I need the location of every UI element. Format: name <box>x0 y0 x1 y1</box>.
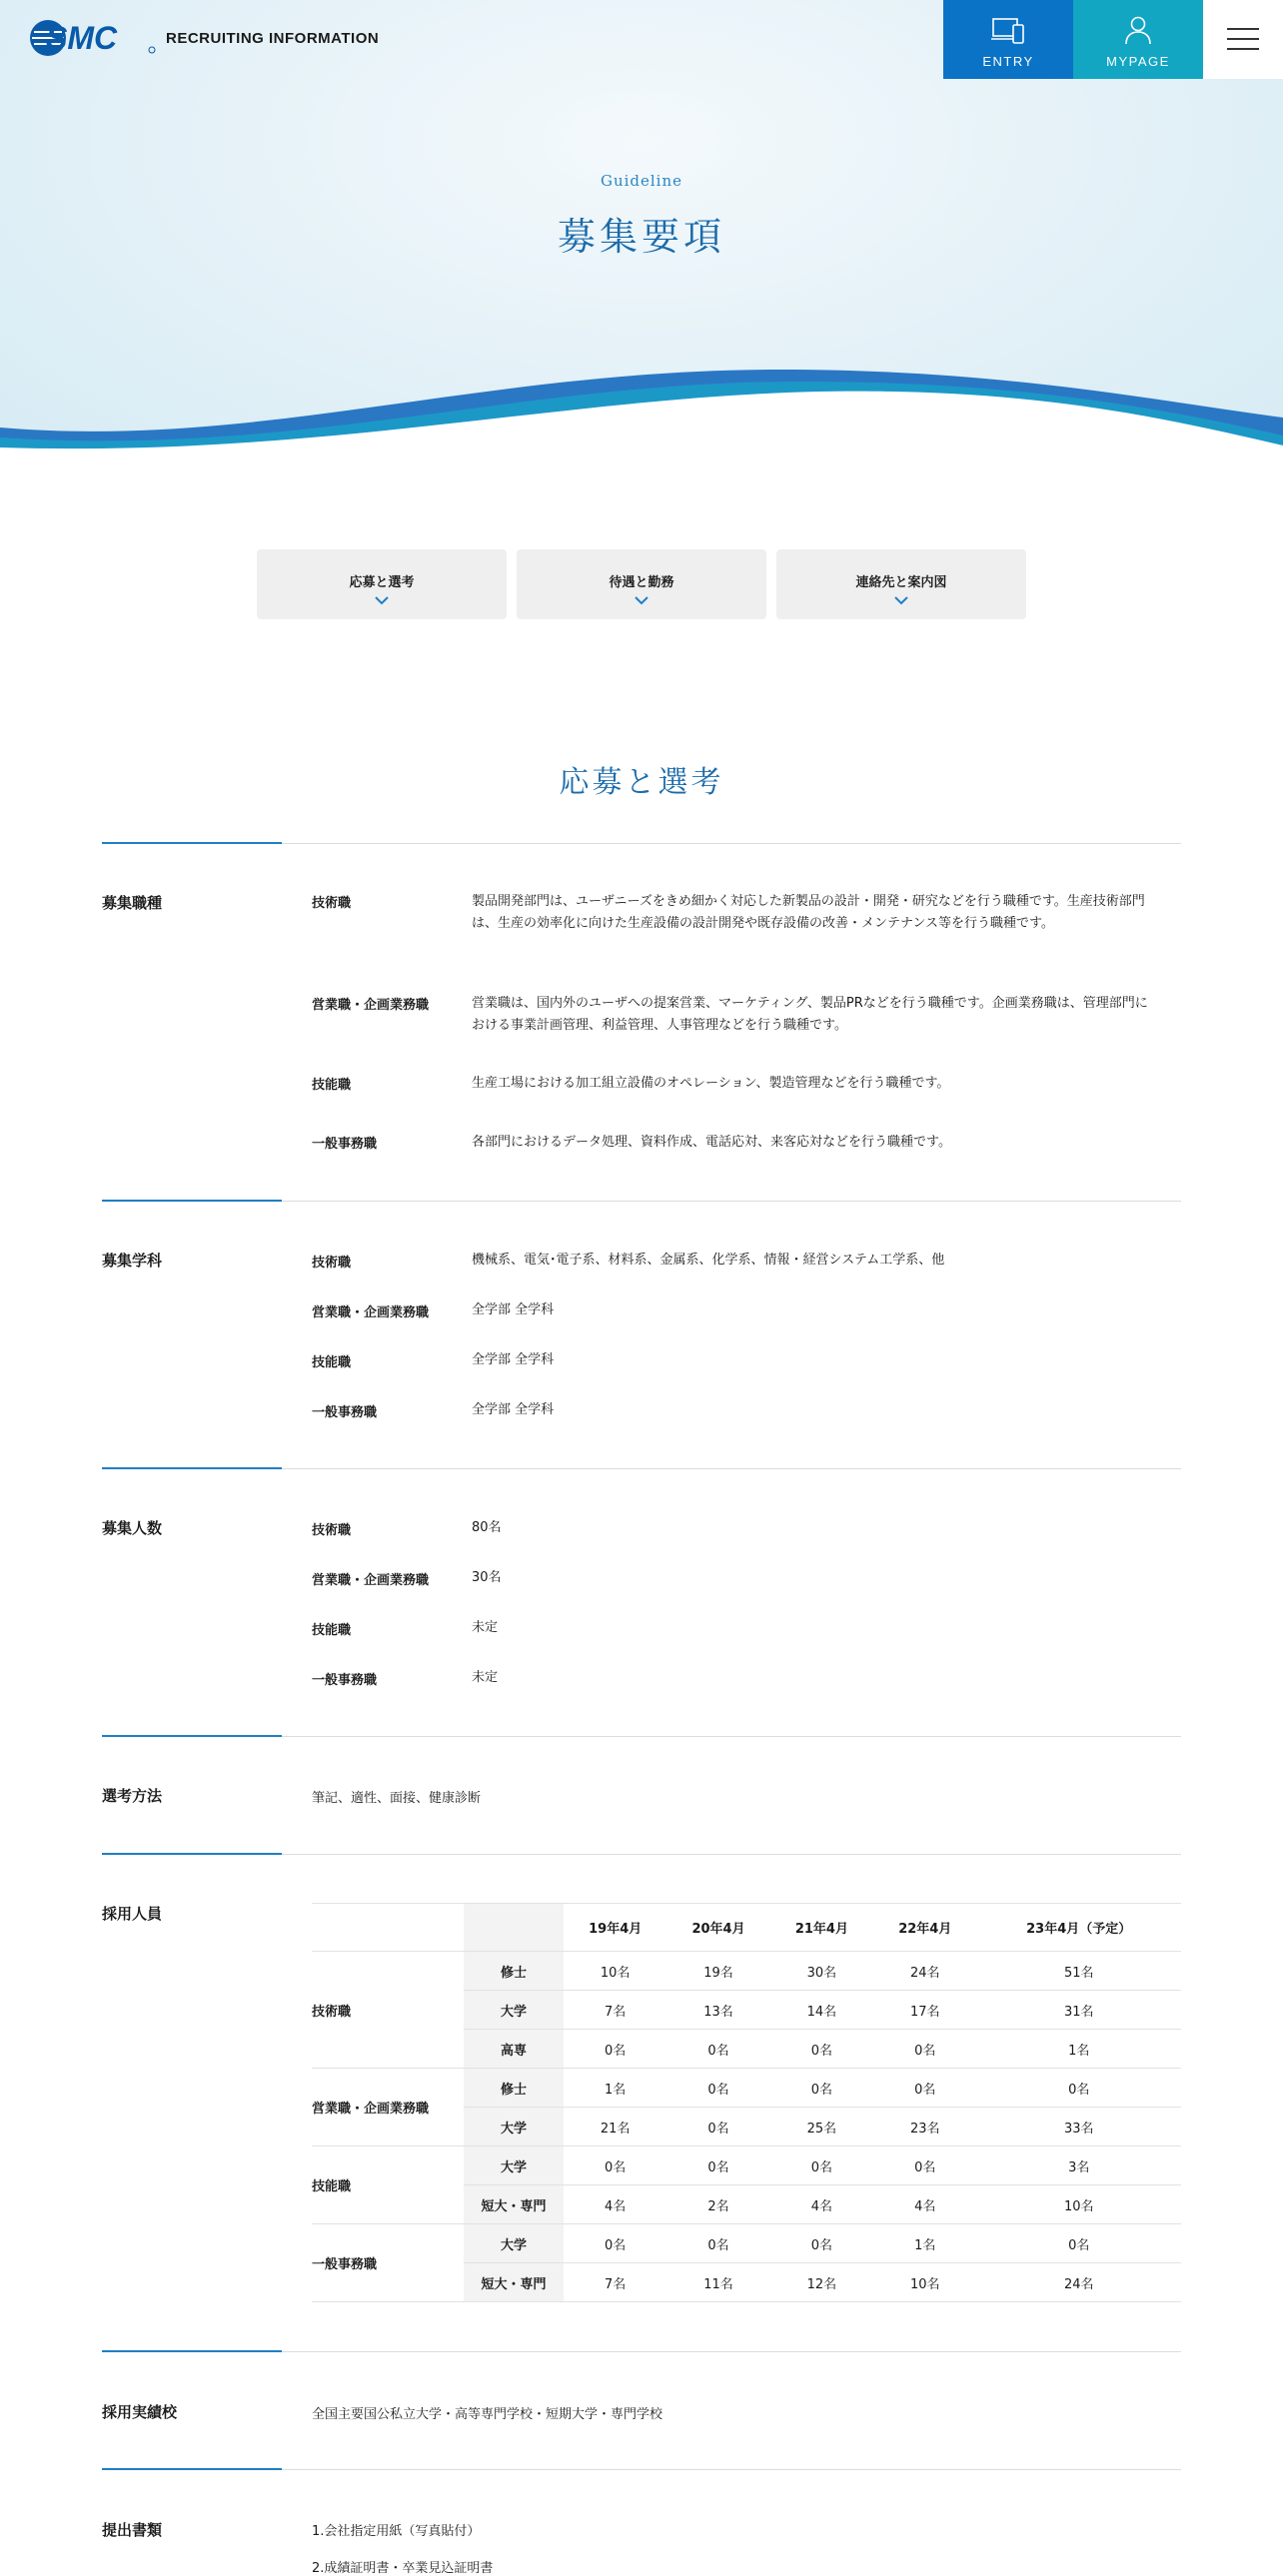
mypage-button[interactable] <box>1073 0 1203 79</box>
table-cell: 21名 <box>564 2108 666 2147</box>
table-cell: 0名 <box>873 2069 976 2108</box>
table-degree: 短大・専門 <box>464 2185 564 2224</box>
device-icon <box>991 17 1025 48</box>
row-divider <box>102 1201 1181 1202</box>
row-heading: 採用実績校 <box>102 2403 178 2421</box>
anchor-benefits[interactable] <box>517 549 766 619</box>
document-item: 2.成績証明書・卒業見込証明書 <box>312 2561 494 2576</box>
row-divider <box>102 2351 1181 2352</box>
row-value: 営業職は、国内外のユーザへの提案営業、マーケティング、製品PRなどを行う職種です。企画業務職は、管理部門における事業計画管理、利益管理、人事管理などを行う職種です。 <box>472 996 1148 1033</box>
smc-logo-icon <box>28 18 156 58</box>
table-cell: 10名 <box>564 1952 666 1991</box>
row-heading: 採用人員 <box>102 1905 163 1923</box>
table-cell: 0名 <box>770 2224 873 2263</box>
table-cell: 19名 <box>666 1952 769 1991</box>
row-value: 各部門におけるデータ処理、資料作成、電話応対、来客応対などを行う職種です。 <box>472 1135 951 1150</box>
table-cell: 33名 <box>976 2108 1181 2147</box>
row-heading: 提出書類 <box>102 2521 163 2539</box>
table-cell: 17名 <box>873 1991 976 2030</box>
table-category: 技術職 <box>312 1952 464 2069</box>
table-cell: 0名 <box>873 2147 976 2185</box>
table-cell: 11名 <box>666 2263 769 2302</box>
table-degree: 大学 <box>464 2224 564 2263</box>
table-header-year: 21年4月 <box>770 1904 873 1952</box>
anchor-application[interactable] <box>257 549 507 619</box>
svg-text:SMC: SMC <box>46 20 118 56</box>
chevron-down-icon <box>375 596 389 604</box>
row-divider <box>102 843 1181 844</box>
table-cell: 2名 <box>666 2185 769 2224</box>
table-cell: 31名 <box>976 1991 1181 2030</box>
row-sublabel: 技能職 <box>312 1623 352 1638</box>
row-heading: 募集人数 <box>102 1519 163 1537</box>
table-cell: 51名 <box>976 1952 1181 1991</box>
table-row <box>312 2069 1181 2108</box>
table-cell: 1名 <box>976 2030 1181 2069</box>
hero-wave-decoration <box>0 340 1283 479</box>
table-cell: 0名 <box>564 2147 666 2185</box>
chevron-down-icon <box>635 596 648 604</box>
table-header-year: 23年4月（予定） <box>976 1904 1181 1952</box>
table-cell: 4名 <box>873 2185 976 2224</box>
table-category: 一般事務職 <box>312 2224 464 2302</box>
table-degree: 大学 <box>464 2147 564 2185</box>
row-divider <box>102 1468 1181 1469</box>
table-category: 営業職・企画業務職 <box>312 2069 464 2147</box>
table-cell: 0名 <box>666 2030 769 2069</box>
mypage-label: MYPAGE <box>1106 54 1170 69</box>
table-cell: 3名 <box>976 2147 1181 2185</box>
table-cell: 23名 <box>873 2108 976 2147</box>
table-cell: 24名 <box>873 1952 976 1991</box>
table-header-year: 20年4月 <box>666 1904 769 1952</box>
hamburger-menu-button[interactable] <box>1203 0 1283 79</box>
row-value: 30名 <box>472 1570 502 1585</box>
site-logo[interactable] <box>28 18 379 58</box>
row-value: 未定 <box>472 1620 499 1635</box>
table-cell: 25名 <box>770 2108 873 2147</box>
table-header-year: 19年4月 <box>564 1904 666 1952</box>
table-header-row <box>312 1904 1181 1952</box>
table-degree: 大学 <box>464 2108 564 2147</box>
table-cell: 7名 <box>564 1991 666 2030</box>
table-cell: 1名 <box>873 2224 976 2263</box>
table-cell: 30名 <box>770 1952 873 1991</box>
table-row <box>312 1952 1181 1991</box>
row-heading: 募集学科 <box>102 1252 163 1270</box>
table-degree: 修士 <box>464 2069 564 2108</box>
table-cell: 0名 <box>770 2030 873 2069</box>
table-cell: 0名 <box>666 2224 769 2263</box>
table-cell: 0名 <box>564 2224 666 2263</box>
table-cell: 12名 <box>770 2263 873 2302</box>
table-cell: 24名 <box>976 2263 1181 2302</box>
page-title: 募集要項 <box>557 215 725 259</box>
row-value: 全学部 全学科 <box>472 1402 555 1417</box>
table-cell: 14名 <box>770 1991 873 2030</box>
anchor-contact[interactable] <box>776 549 1026 619</box>
row-sublabel: 技能職 <box>312 1355 352 1370</box>
table-header-empty <box>312 1904 464 1952</box>
row-value: 全学部 全学科 <box>472 1302 555 1317</box>
table-degree: 高専 <box>464 2030 564 2069</box>
row-value: 機械系、電気･電子系、材料系、金属系、化学系、情報・経営システム工学系、他 <box>472 1253 945 1268</box>
document-item: 1.会社指定用紙（写真貼付） <box>312 2524 481 2539</box>
table-cell: 1名 <box>564 2069 666 2108</box>
anchor-label: 応募と選考 <box>349 575 415 590</box>
row-sublabel: 一般事務職 <box>312 1673 378 1688</box>
entry-button[interactable] <box>943 0 1073 79</box>
menu-line-icon <box>1227 38 1259 40</box>
row-heading: 募集職種 <box>102 894 163 912</box>
row-value: 未定 <box>472 1670 499 1685</box>
row-sublabel: 技能職 <box>312 1078 352 1093</box>
row-value: 全学部 全学科 <box>472 1352 555 1367</box>
table-cell: 0名 <box>564 2030 666 2069</box>
table-cell: 7名 <box>564 2263 666 2302</box>
table-cell: 0名 <box>873 2030 976 2069</box>
row-divider <box>102 1854 1181 1855</box>
table-cell: 0名 <box>666 2069 769 2108</box>
table-cell: 13名 <box>666 1991 769 2030</box>
table-cell: 0名 <box>770 2069 873 2108</box>
anchor-label: 待遇と勤務 <box>609 575 674 590</box>
row-sublabel: 技術職 <box>312 1256 352 1271</box>
table-cell: 0名 <box>666 2147 769 2185</box>
table-cell: 0名 <box>976 2224 1181 2263</box>
row-value: 筆記、適性、面接、健康診断 <box>312 1791 482 1806</box>
table-degree: 大学 <box>464 1991 564 2030</box>
table-header-year: 22年4月 <box>873 1904 976 1952</box>
table-degree: 修士 <box>464 1952 564 1991</box>
table-cell: 0名 <box>770 2147 873 2185</box>
hires-table <box>312 1903 1181 2302</box>
row-sublabel: 技術職 <box>312 896 352 911</box>
table-degree: 短大・専門 <box>464 2263 564 2302</box>
table-cell: 10名 <box>873 2263 976 2302</box>
chevron-down-icon <box>894 596 908 604</box>
user-icon <box>1123 15 1153 48</box>
table-cell: 4名 <box>770 2185 873 2224</box>
table-cell: 0名 <box>666 2108 769 2147</box>
entry-label: ENTRY <box>982 54 1034 69</box>
menu-line-icon <box>1227 28 1259 30</box>
row-sublabel: 一般事務職 <box>312 1137 378 1152</box>
section-title: 応募と選考 <box>559 765 724 800</box>
table-header-corner <box>464 1904 564 1952</box>
row-heading: 選考方法 <box>102 1787 163 1805</box>
table-cell: 10名 <box>976 2185 1181 2224</box>
menu-line-icon <box>1227 48 1259 50</box>
row-sublabel: 営業職・企画業務職 <box>312 1573 430 1588</box>
row-value: 全国主要国公私立大学・高等専門学校・短期大学・専門学校 <box>312 2407 663 2422</box>
hero <box>0 0 1283 469</box>
row-value: 80名 <box>472 1520 502 1535</box>
row-divider <box>102 2469 1181 2470</box>
row-sublabel: 営業職・企画業務職 <box>312 1305 430 1320</box>
table-cell: 4名 <box>564 2185 666 2224</box>
site-name: RECRUITING INFORMATION <box>166 29 380 47</box>
row-sublabel: 営業職・企画業務職 <box>312 998 430 1013</box>
table-row <box>312 2147 1181 2185</box>
table-cell: 0名 <box>976 2069 1181 2108</box>
table-row <box>312 2224 1181 2263</box>
row-value: 生産工場における加工組立設備のオペレーション、製造管理などを行う職種です。 <box>472 1076 950 1091</box>
table-category: 技能職 <box>312 2147 464 2224</box>
row-value: 製品開発部門は、ユーザニーズをきめ細かく対応した新製品の設計・開発・研究などを行う職種です。生産技術部門は、生産の効率化に向けた生産設備の設計開発や既存設備の改善・メンテナンス等を行う職種です。 <box>472 894 1145 931</box>
anchor-label: 連絡先と案内図 <box>855 575 947 590</box>
row-sublabel: 技術職 <box>312 1523 352 1538</box>
hero-subtitle: Guideline <box>600 172 683 190</box>
row-divider <box>102 1736 1181 1737</box>
row-sublabel: 一般事務職 <box>312 1405 378 1420</box>
